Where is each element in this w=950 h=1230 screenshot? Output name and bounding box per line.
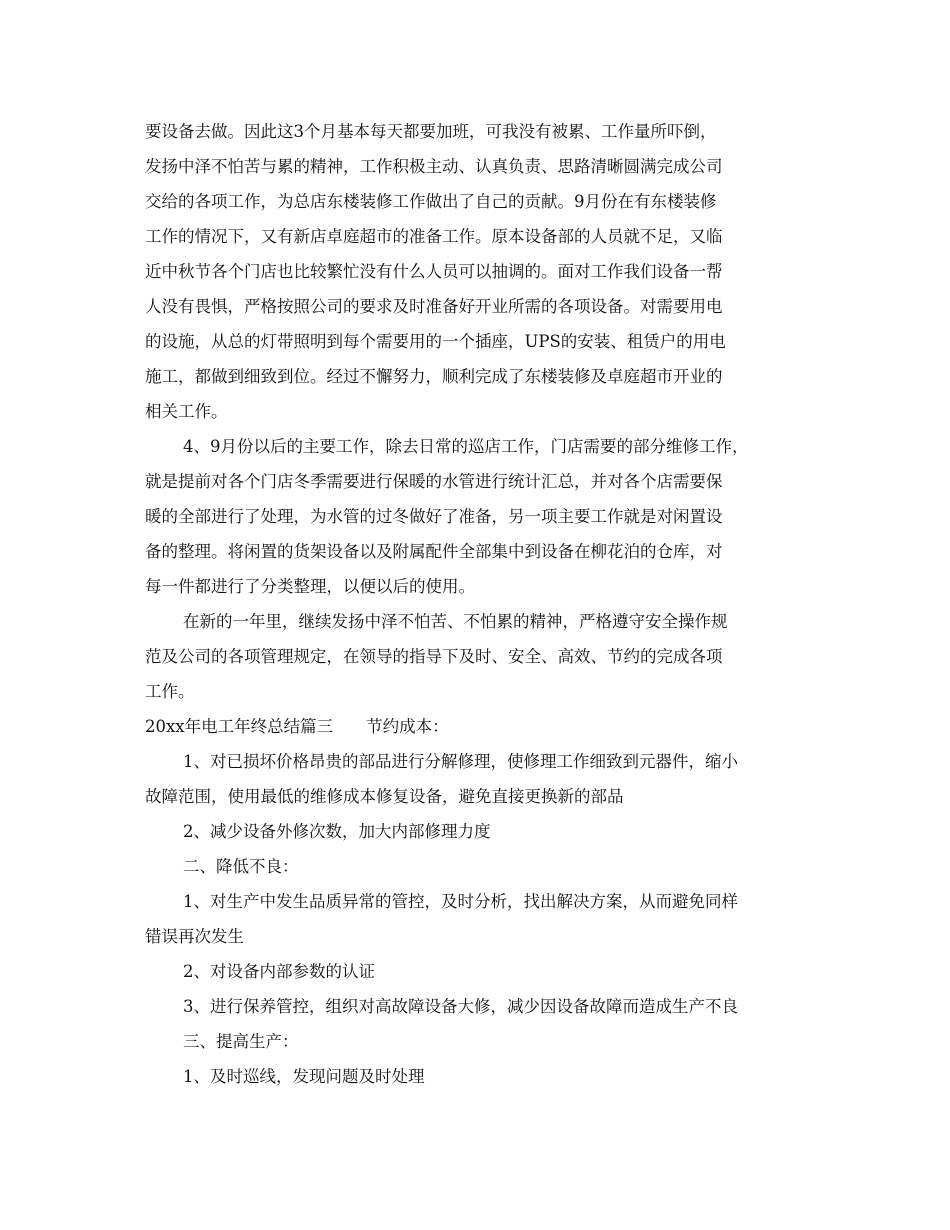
text-line: 交给的各项工作，为总店东楼装修工作做出了自己的贡献。9月份在有东楼装修 xyxy=(145,192,717,211)
text-line: 近中秋节各个门店也比较繁忙没有什么人员可以抽调的。面对工作我们设备一帮 xyxy=(145,262,723,281)
text-line: 故障范围，使用最低的维修成本修复设备，避免直接更换新的部品 xyxy=(145,787,624,806)
text-line: 的设施，从总的灯带照明到每个需要用的一个插座，UPS的安装、租赁户的用电 xyxy=(145,332,726,351)
list-item-line: 2、对设备内部参数的认证 xyxy=(183,962,375,981)
subheading-line: 三、提高生产： xyxy=(183,1032,299,1051)
text-line: 每一件都进行了分类整理，以便以后的使用。 xyxy=(145,577,475,596)
paragraph-start-line: 4、9月份以后的主要工作，除去日常的巡店工作，门店需要的部分维修工作， xyxy=(183,437,749,456)
section-heading-line: 20xx年电工年终总结篇三 节约成本： xyxy=(145,717,449,736)
list-item-line: 2、减少设备外修次数，加大内部修理力度 xyxy=(183,822,491,841)
text-line: 备的整理。将闲置的货架设备以及附属配件全部集中到设备在柳花泊的仓库，对 xyxy=(145,542,723,561)
list-item-line: 3、进行保养管控，组织对高故障设备大修，减少因设备故障而造成生产不良 xyxy=(183,997,738,1016)
text-line: 施工，都做到细致到位。经过不懈努力，顺利完成了东楼装修及卓庭超市开业的 xyxy=(145,367,723,386)
text-line: 工作的情况下，又有新店卓庭超市的准备工作。原本设备部的人员就不足，又临 xyxy=(145,227,723,246)
subheading-line: 二、降低不良： xyxy=(183,857,299,876)
text-line: 范及公司的各项管理规定，在领导的指导下及时、安全、高效、节约的完成各项 xyxy=(145,647,723,666)
list-item-line: 1、及时巡线，发现问题及时处理 xyxy=(183,1067,425,1086)
list-item-line: 1、对生产中发生品质异常的管控，及时分析，找出解决方案，从而避免同样 xyxy=(183,892,738,911)
text-line: 错误再次发生 xyxy=(145,927,244,946)
text-line: 工作。 xyxy=(145,682,195,701)
text-line: 发扬中泽不怕苦与累的精神，工作积极主动、认真负责、思路清晰圆满完成公司 xyxy=(145,157,723,176)
text-line: 人没有畏惧，严格按照公司的要求及时准备好开业所需的各项设备。对需要用电 xyxy=(145,297,723,316)
text-line: 就是提前对各个门店冬季需要进行保暖的水管进行统计汇总，并对各个店需要保 xyxy=(145,472,723,491)
text-line: 相关工作。 xyxy=(145,402,228,421)
list-item-line: 1、对已损坏价格昂贵的部品进行分解修理，使修理工作细致到元器件，缩小 xyxy=(183,752,738,771)
text-line: 要设备去做。因此这3个月基本每天都要加班，可我没有被累、工作量所吓倒， xyxy=(145,122,717,141)
text-line: 暖的全部进行了处理，为水管的过冬做好了准备，另一项主要工作就是对闲置设 xyxy=(145,507,723,526)
paragraph-start-line: 在新的一年里，继续发扬中泽不怕苦、不怕累的精神，严格遵守安全操作规 xyxy=(183,612,728,631)
